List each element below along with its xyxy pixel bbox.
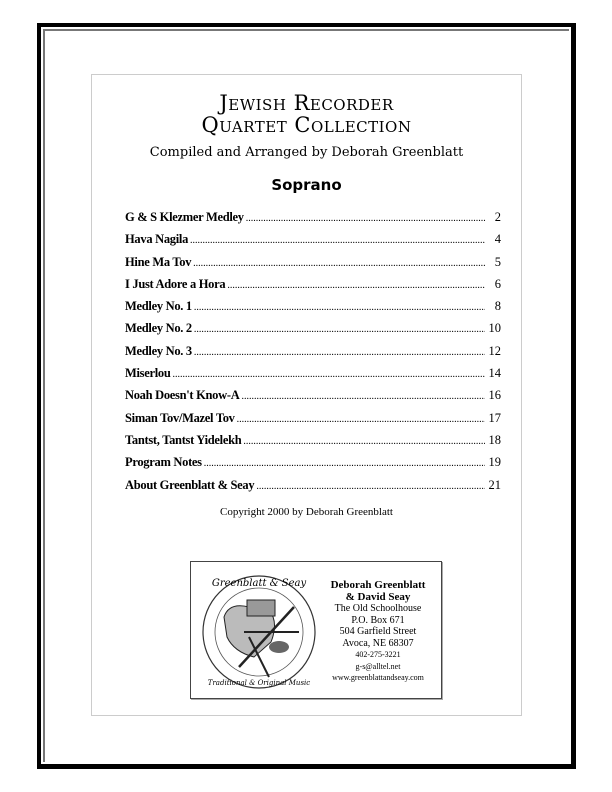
- toc-entry: [125, 366, 501, 388]
- toc-entry: [125, 478, 501, 500]
- toc-title: Hava Nagila: [125, 232, 189, 247]
- toc-page: 4: [494, 232, 501, 247]
- toc-title: I Just Adore a Hora: [125, 276, 226, 291]
- subtitle: Compiled and Arranged by Deborah Greenblatt: [149, 145, 464, 160]
- address-line-4: Avoca, NE 68307: [342, 637, 414, 649]
- toc-leader: [227, 280, 485, 291]
- toc-entry: [125, 210, 501, 232]
- address-line-2: P.O. Box 671: [351, 614, 405, 626]
- toc-title: Program Notes: [125, 455, 202, 470]
- toc-title: Medley No. 2: [125, 321, 192, 336]
- toc-leader: [241, 391, 485, 402]
- toc-leader: [204, 458, 485, 469]
- toc-leader: [194, 347, 485, 358]
- toc-page: 10: [488, 321, 501, 336]
- toc-entry: [125, 232, 501, 254]
- toc-page: 12: [488, 343, 501, 358]
- toc-page: 19: [488, 455, 501, 470]
- logo-text-top: Greenblatt & Seay: [211, 578, 307, 589]
- toc-entry: [125, 411, 501, 433]
- toc-page: 21: [488, 477, 501, 492]
- toc-page: 16: [488, 388, 501, 403]
- toc-leader: [246, 213, 485, 224]
- toc-page: 5: [494, 254, 501, 269]
- toc-title: Medley No. 1: [125, 299, 192, 314]
- toc-page: 17: [488, 410, 501, 425]
- toc-title: Tantst, Tantst Yidelekh: [125, 432, 242, 447]
- email: g-s@alltel.net: [355, 661, 401, 671]
- title-line-1: Jewish Recorder: [219, 91, 394, 115]
- phone: 402-275-3221: [355, 650, 401, 659]
- toc-page: 8: [494, 299, 501, 314]
- contact-name-1: Deborah Greenblatt: [330, 579, 426, 591]
- toc-title: Miserlou: [125, 366, 171, 381]
- part-name: Soprano: [271, 176, 342, 194]
- toc-page: 2: [494, 210, 501, 224]
- toc-leader: [194, 324, 485, 335]
- website: www.greenblattandseay.com: [332, 673, 424, 682]
- toc-entry: [125, 277, 501, 299]
- address-line-1: The Old Schoolhouse: [334, 603, 422, 614]
- toc-leader: [173, 369, 485, 380]
- toc-leader: [256, 481, 485, 492]
- toc-title: Noah Doesn't Know-A: [125, 388, 240, 403]
- toc-page: 14: [488, 366, 501, 381]
- toc-title: About Greenblatt & Seay: [125, 477, 255, 492]
- toc-leader: [194, 302, 485, 313]
- toc-leader: [237, 414, 485, 425]
- cover-page: [91, 74, 522, 716]
- toc-entry: [125, 299, 501, 321]
- logo-text-bottom: Traditional & Original Music: [207, 679, 311, 687]
- toc-entry: [125, 388, 501, 410]
- title-line-2: Quartet Collection: [201, 113, 412, 137]
- toc-entry: [125, 344, 501, 366]
- toc-title: Siman Tov/Mazel Tov: [125, 410, 235, 425]
- address-line-3: 504 Garfield Street: [339, 626, 417, 637]
- toc-leader: [190, 235, 485, 246]
- contact-name-2: & David Seay: [345, 590, 411, 603]
- toc-entry: [125, 321, 501, 343]
- table-of-contents: [125, 210, 501, 500]
- greenblatt-seay-logo: [199, 572, 319, 692]
- toc-entry: [125, 255, 501, 277]
- toc-leader: [243, 436, 485, 447]
- toc-page: 6: [494, 276, 501, 291]
- toc-page: 18: [488, 432, 501, 447]
- contact-info: [319, 580, 437, 684]
- toc-entry: [125, 433, 501, 455]
- toc-leader: [193, 258, 485, 269]
- toc-title: G & S Klezmer Medley: [125, 210, 244, 224]
- toc-title: Medley No. 3: [125, 343, 192, 358]
- copyright: Copyright 2000 by Deborah Greenblatt: [220, 506, 393, 518]
- business-card: [190, 561, 442, 699]
- toc-entry: [125, 455, 501, 477]
- toc-title: Hine Ma Tov: [125, 254, 192, 269]
